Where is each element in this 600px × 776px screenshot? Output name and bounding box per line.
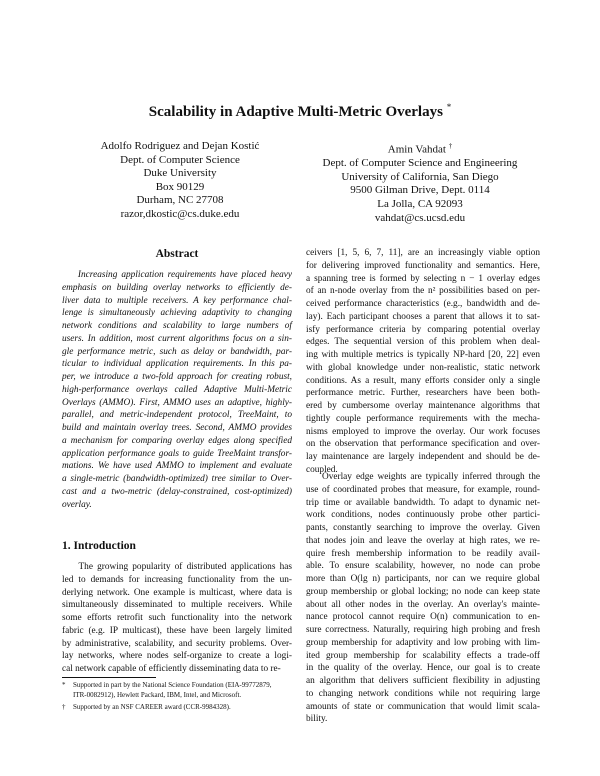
text-line: pants, constantly searching to improve the overlay. Given bbox=[306, 523, 540, 533]
paper-title bbox=[0, 102, 600, 121]
text-line: Increasing application requirements have placed heavy bbox=[62, 270, 292, 280]
text-line: of an n-node overlay from the n² possibilities based on per- bbox=[306, 286, 540, 297]
text-line: use of coordinated probes that measure, for example, round- bbox=[306, 484, 540, 495]
author-email: razor,dkostic@cs.duke.edu bbox=[120, 207, 240, 220]
text-line: nance protocol cannot require O(n) communication to en- bbox=[306, 612, 540, 623]
text-line: users. In addition, most current algorithms focus on a sin- bbox=[62, 333, 292, 344]
text-line: overlay. bbox=[62, 499, 92, 510]
author-footnote-mark: † bbox=[448, 142, 453, 150]
text-line: with global knowledge under non-realistic, static network bbox=[306, 362, 540, 373]
text-line: lay networks, where nodes self-organize to create a logi- bbox=[62, 651, 292, 662]
author-affiliation-line: La Jolla, CA 92093 bbox=[377, 198, 463, 211]
text-line: conditions. As a result, many efforts consider only a single bbox=[306, 375, 540, 386]
text-line: lenge is simultaneously achieving adaptivity to changing bbox=[62, 308, 292, 319]
text-line: liver data to multiple receivers. A key performance chal- bbox=[62, 295, 292, 306]
author-name: Amin Vahdat bbox=[387, 143, 446, 156]
text-line: that nodes join and leave the overlay at high rates, we re- bbox=[306, 535, 540, 546]
text-line: ing with multiple metrics is typically NP-hard [20, 22] even bbox=[306, 350, 540, 360]
text-line: simultaneously disseminated to multiple receivers. While bbox=[62, 600, 292, 611]
author-block-duke bbox=[80, 140, 280, 222]
text-line: cal network capable of efficiently disseminating data to re- bbox=[62, 664, 281, 674]
text-line: ceived performance characteristics (e.g., bandwidth and de- bbox=[306, 299, 540, 309]
text-line: on the observation that performance specification and over- bbox=[306, 439, 540, 450]
text-line: led to demands for increasing functionality from the un- bbox=[62, 574, 292, 585]
text-line: network conditions and scalability to large numbers of bbox=[62, 321, 292, 331]
text-line: more than O(lg n) participants, nor can we require global bbox=[306, 574, 540, 584]
text-line: emphasis on building overlay networks to efficiently de- bbox=[62, 282, 292, 293]
author-affiliation-line: Durham, NC 27708 bbox=[136, 194, 224, 207]
footnote-text: Supported by an NSF CAREER award (CCR-9984328). bbox=[73, 702, 231, 711]
text-line: a spanning tree is formed by selecting n − 1 overlay edges bbox=[306, 273, 540, 284]
abstract-heading: Abstract bbox=[155, 248, 199, 260]
text-line: trip time or available bandwidth. To adapt to dynamic net- bbox=[306, 497, 540, 508]
text-line: able. To ensure scalability, however, no node can probe bbox=[306, 561, 540, 572]
footnote-mark: † bbox=[62, 702, 66, 711]
text-line: per, we introduce a two-fold approach for creating robust, bbox=[62, 372, 292, 382]
text-line: parallel, and metric-independent protocol, TreeMaint, to bbox=[62, 410, 292, 421]
text-line: a mechanism for comparing overlay edges along specified bbox=[62, 435, 292, 446]
author-email: vahdat@cs.ucsd.edu bbox=[374, 211, 466, 224]
author-affiliation-line: Box 90129 bbox=[155, 180, 205, 193]
text-line: high-performance overlays called Adaptive Multi-Metric bbox=[62, 384, 292, 395]
text-line: cast and a two-metric (delay-constrained, cost-optimized) bbox=[62, 486, 292, 497]
text-line: Overlay edge weights are typically inferred through the bbox=[306, 472, 540, 482]
author-affiliation-line: Duke University bbox=[143, 167, 217, 180]
author-affiliation-line: 9500 Gilman Drive, Dept. 0114 bbox=[350, 184, 490, 197]
text-line: an algorithm that delivers sufficient flexibility in adjusting bbox=[306, 676, 540, 686]
text-line: The growing popularity of distributed applications has bbox=[62, 562, 292, 572]
footnote-mark: * bbox=[62, 681, 66, 689]
footnote-text: Supported in part by the National Science Foundation (EIA-99772879, bbox=[73, 681, 272, 689]
section-heading-introduction: 1. Introduction bbox=[62, 540, 136, 552]
title-text: Scalability in Adaptive Multi-Metric Overlays bbox=[148, 104, 443, 120]
text-line: in the quality of the overlay. Hence, our goal is to create bbox=[306, 663, 540, 674]
text-line: ered by cumbersome overlay maintenance algorithms that bbox=[306, 401, 540, 411]
title-footnote-mark: * bbox=[446, 102, 452, 112]
text-line: group membership for adaptivity and low probing with lim- bbox=[306, 637, 540, 648]
text-line: to changing network conditions while not requiring large bbox=[306, 688, 540, 699]
footnote-rule bbox=[62, 677, 156, 678]
text-line: ited group membership for scalability effects a trade-off bbox=[306, 650, 540, 661]
text-line: build and maintain overlay trees. Second, AMMO provides bbox=[62, 423, 292, 433]
text-line: quire fresh membership information to be readily avail- bbox=[306, 548, 540, 559]
text-line: gle performance metric, such as delay or bandwidth, par- bbox=[62, 346, 292, 357]
text-line: fabric (e.g. IP multicast), these have been largely limited bbox=[62, 625, 292, 636]
text-line: about all other nodes in the overlay. An overlay's mainte- bbox=[306, 599, 540, 610]
text-line: application performance goals to guide TreeMaint transfor- bbox=[62, 448, 292, 459]
text-line: lay). Each participant chooses a parent that allows it to sat- bbox=[306, 311, 540, 322]
text-line: ceivers [1, 5, 6, 7, 11], are an increasingly viable option bbox=[306, 248, 540, 258]
footnote-text: ITR-0082912), Hewlett Packard, IBM, Intel, and Microsoft. bbox=[73, 690, 242, 699]
text-line: amounts of state or communication that would limit scala- bbox=[306, 701, 540, 712]
text-line: some efforts retrofit such functionality into the network bbox=[62, 613, 292, 623]
text-line: work conditions, nodes continuously probe other partici- bbox=[306, 510, 540, 521]
author-names: Adolfo Rodriguez and Dejan Kostić bbox=[100, 140, 260, 152]
text-line: edges. The sequential version of this problem when deal- bbox=[306, 337, 540, 348]
text-line: tightly couple performance requirements with the mecha- bbox=[306, 413, 540, 424]
text-line: Overlays (AMMO). First, AMMO uses an adaptive, highly- bbox=[62, 397, 292, 408]
text-line: for delivering improved functionality and semantics. Here, bbox=[306, 260, 540, 271]
text-line: bility. bbox=[306, 714, 328, 725]
text-line: nisms employed to improve the overlay. Our work focuses bbox=[306, 426, 540, 437]
text-line: a single-metric (bandwidth-optimized) tree similar to Over- bbox=[62, 474, 292, 484]
text-line: group membership or global locking; no node can keep state bbox=[306, 586, 540, 597]
text-line: sure correctness. Naturally, requiring high probing and fresh bbox=[306, 625, 540, 635]
text-line: ticular to individual application requirements. In this pa- bbox=[62, 359, 292, 370]
text-line: isfy performance criteria by comparing potential overlay bbox=[306, 324, 540, 335]
text-line: mations. We have used AMMO to implement and evaluate bbox=[62, 461, 292, 472]
text-line: coupled. bbox=[306, 464, 338, 475]
author-affiliation-line: University of California, San Diego bbox=[341, 170, 499, 183]
text-line: performance metric. Further, researchers have been both- bbox=[306, 388, 540, 399]
author-affiliation-line: Dept. of Computer Science bbox=[120, 153, 240, 166]
text-line: by administrative, scalability, and security problems. Over- bbox=[62, 638, 292, 649]
text-line: derlying network. One example is multicast, where data is bbox=[62, 587, 292, 598]
text-line: lay maintenance are largely independent and should be de- bbox=[306, 452, 540, 462]
author-affiliation-line: Dept. of Computer Science and Engineering bbox=[322, 157, 518, 170]
author-block-ucsd bbox=[290, 140, 550, 225]
